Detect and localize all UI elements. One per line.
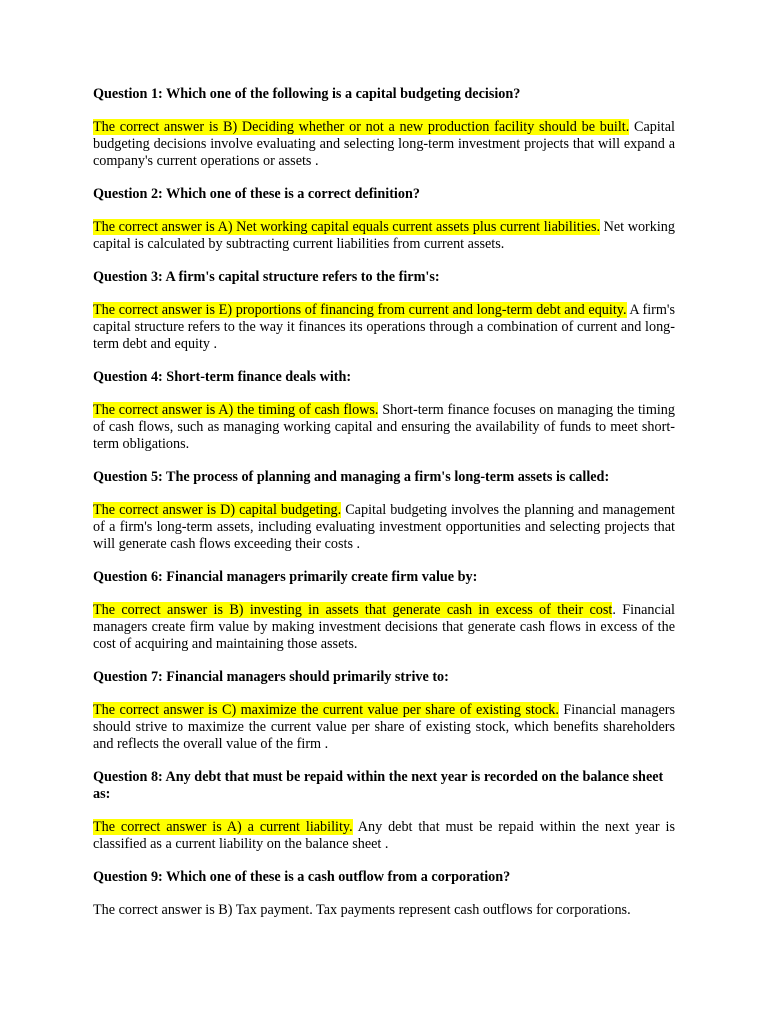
answer-explanation: Net working capital is calculated by subtracting current liabilities from current assets. — [93, 219, 675, 252]
answer-explanation: Capital budgeting decisions involve evaluating and selecting long-term investment projects that will expand a company's current operations or assets . — [93, 119, 675, 169]
document-page — [93, 86, 675, 935]
question-text: Question 4: Short-term finance deals with: — [93, 369, 352, 385]
answer-text — [93, 219, 675, 253]
highlighted-answer: The correct answer is C) maximize the current value per share of existing stock. — [93, 702, 559, 718]
answer-text — [93, 502, 675, 553]
answer-text — [93, 902, 675, 919]
qa-item-3 — [93, 269, 675, 353]
question-text: Question 3: A firm's capital structure refers to the firm's: — [93, 269, 440, 285]
qa-item-5 — [93, 469, 675, 553]
qa-item-1 — [93, 86, 675, 170]
question-text: Question 1: Which one of the following is a capital budgeting decision? — [93, 86, 521, 102]
answer-explanation: Financial managers should strive to maximize the current value per share of existing stock, which benefits shareholders and reflects the overall value of the firm . — [93, 702, 676, 752]
highlighted-answer: The correct answer is A) a current liability. — [93, 819, 353, 835]
question-text: Question 8: Any debt that must be repaid within the next year is recorded on the balance sheet as: — [93, 769, 664, 802]
highlighted-answer: The correct answer is E) proportions of financing from current and long-term debt and equity. — [93, 302, 627, 318]
qa-item-4 — [93, 369, 675, 453]
highlighted-answer: The correct answer is A) Net working capital equals current assets plus current liabilities. — [93, 219, 601, 235]
qa-item-9 — [93, 869, 675, 919]
question-text: Question 6: Financial managers primarily create firm value by: — [93, 569, 478, 585]
answer-text — [93, 402, 675, 453]
highlighted-answer: The correct answer is B) investing in assets that generate cash in excess of their cost — [93, 602, 613, 618]
answer-text — [93, 702, 675, 753]
answer-text — [93, 119, 675, 170]
highlighted-answer: The correct answer is B) Deciding whether or not a new production facility should be built. — [93, 119, 630, 135]
highlighted-answer: The correct answer is D) capital budgeting. — [93, 502, 342, 518]
question-text: Question 7: Financial managers should primarily strive to: — [93, 669, 449, 685]
question-text: Question 9: Which one of these is a cash outflow from a corporation? — [93, 869, 511, 885]
question-text: Question 5: The process of planning and managing a firm's long-term assets is called: — [93, 469, 610, 485]
answer-text — [93, 602, 675, 653]
qa-item-7 — [93, 669, 675, 753]
answer-text — [93, 302, 675, 353]
qa-item-2 — [93, 186, 675, 253]
answer-explanation: A firm's capital structure refers to the way it finances its operations through a combination of current and long-term debt and equity . — [93, 302, 675, 352]
question-text: Question 2: Which one of these is a correct definition? — [93, 186, 420, 202]
qa-item-6 — [93, 569, 675, 653]
qa-item-8 — [93, 769, 675, 853]
highlighted-answer: The correct answer is A) the timing of cash flows. — [93, 402, 379, 418]
answer-explanation: The correct answer is B) Tax payment. Tax payments represent cash outflows for corporations. — [93, 902, 631, 918]
answer-explanation: Any debt that must be repaid within the next year is classified as a current liability on the balance sheet . — [93, 819, 675, 852]
answer-explanation: Capital budgeting involves the planning and management of a firm's long-term assets, including evaluating investment opportunities and selecting projects that will generate cash flows exceeding their costs . — [93, 502, 675, 552]
answer-explanation: Short-term finance focuses on managing the timing of cash flows, such as managing working capital and ensuring the availability of funds to meet short-term obligations. — [93, 402, 675, 452]
answer-explanation: . Financial managers create firm value by making investment decisions that generate cash flows in excess of the cost of acquiring and maintaining those assets. — [93, 602, 675, 652]
answer-text — [93, 819, 675, 853]
